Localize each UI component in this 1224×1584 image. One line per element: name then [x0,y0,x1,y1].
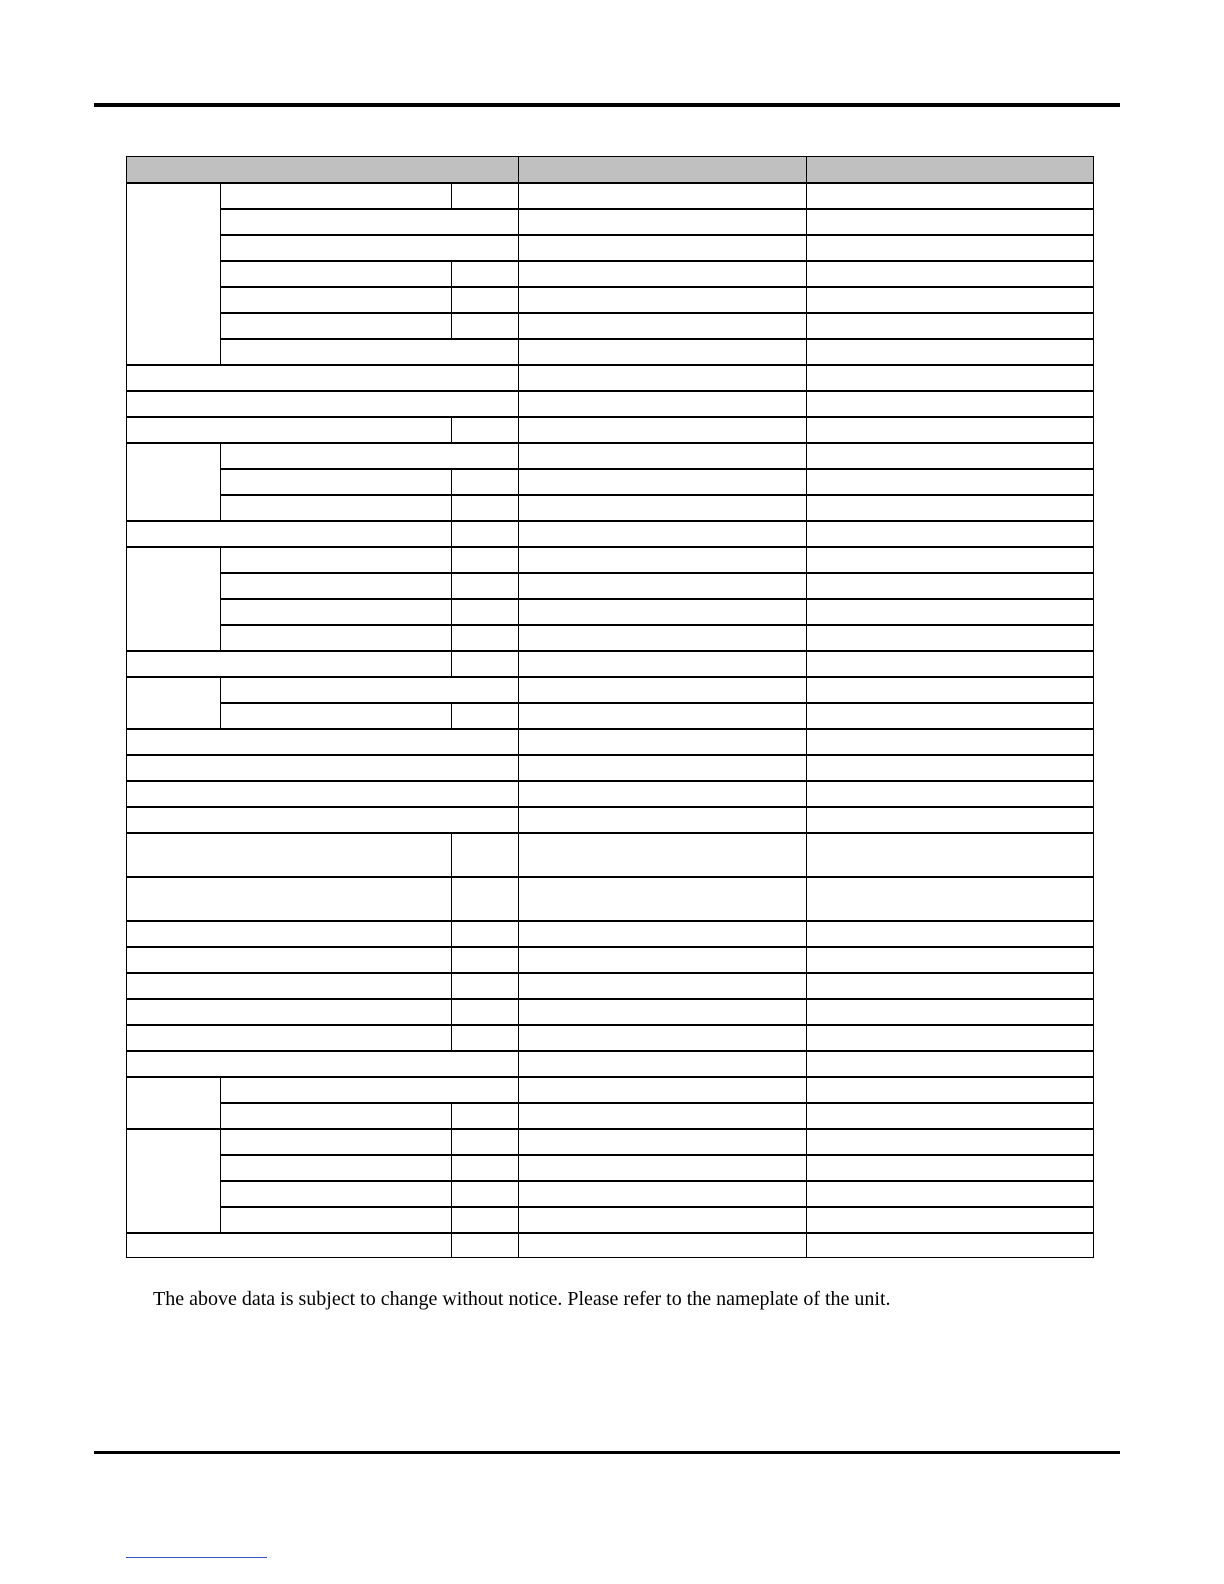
table-row-divider [220,1180,1094,1182]
table-row-divider [220,1102,1094,1104]
unit-column-divider [451,287,452,313]
unit-column-divider [451,1233,452,1258]
unit-column-divider [451,999,452,1025]
unit-column-divider [451,547,452,573]
footer-link-underline[interactable] [126,1557,267,1558]
unit-column-divider [451,521,452,547]
unit-column-divider [451,417,452,443]
footer-rule [94,1451,1120,1454]
table-row-divider [127,416,1094,418]
unit-column-divider [451,973,452,999]
table-row-divider [127,754,1094,756]
table-header-row [127,157,1093,184]
group-label-divider [220,183,221,365]
table-row-divider [127,832,1094,834]
table-row-divider [127,780,1094,782]
table-row-divider [127,876,1094,878]
table-row-divider [220,260,1094,262]
table-row-divider [127,728,1094,730]
table-row-divider [220,338,1094,340]
table-row-divider [127,442,1094,444]
unit-column-divider [451,1129,452,1155]
unit-column-divider [451,1181,452,1207]
table-row-divider [127,1024,1094,1026]
table-row-divider [220,286,1094,288]
unit-column-divider [451,703,452,729]
table-row-divider [127,972,1094,974]
table-row-divider [127,1128,1094,1130]
column-divider-model-a [518,157,519,1258]
table-row-divider [220,312,1094,314]
unit-column-divider [451,1025,452,1051]
unit-column-divider [451,599,452,625]
table-row-divider [220,1154,1094,1156]
table-row-divider [220,572,1094,574]
unit-column-divider [451,1207,452,1233]
table-row-divider [127,1050,1094,1052]
table-row-divider [127,1232,1094,1234]
group-label-divider [220,443,221,521]
unit-column-divider [451,261,452,287]
table-row-divider [220,624,1094,626]
unit-column-divider [451,651,452,677]
footnote: The above data is subject to change without notice. Please refer to the nameplate of the unit. [153,1288,891,1310]
table-row-divider [127,546,1094,548]
table-row-divider [220,208,1094,210]
group-label-divider [220,677,221,729]
table-row-divider [127,1076,1094,1078]
table-row-divider [127,650,1094,652]
table-row-divider [127,946,1094,948]
unit-column-divider [451,877,452,921]
table-row-divider [127,390,1094,392]
table-row-divider [127,920,1094,922]
unit-column-divider [451,947,452,973]
table-row-divider [220,598,1094,600]
group-label-divider [220,1077,221,1129]
table-row-divider [127,998,1094,1000]
unit-column-divider [451,625,452,651]
table-row-divider [220,468,1094,470]
unit-column-divider [451,469,452,495]
table-row-divider [220,1206,1094,1208]
group-label-divider [220,547,221,651]
column-divider-model-b [806,157,807,1258]
unit-column-divider [451,313,452,339]
table-row-divider [127,364,1094,366]
unit-column-divider [451,183,452,209]
table-row-divider [127,182,1094,184]
table-row-divider [220,234,1094,236]
table-row-divider [127,520,1094,522]
table-row-divider [220,702,1094,704]
unit-column-divider [451,1155,452,1181]
group-label-divider [220,1129,221,1233]
unit-column-divider [451,495,452,521]
table-row-divider [127,676,1094,678]
unit-column-divider [451,833,452,877]
unit-column-divider [451,921,452,947]
table-row-divider [127,806,1094,808]
unit-column-divider [451,573,452,599]
specification-table [126,156,1094,1258]
unit-column-divider [451,1103,452,1129]
header-rule [94,103,1120,107]
table-row-divider [220,494,1094,496]
